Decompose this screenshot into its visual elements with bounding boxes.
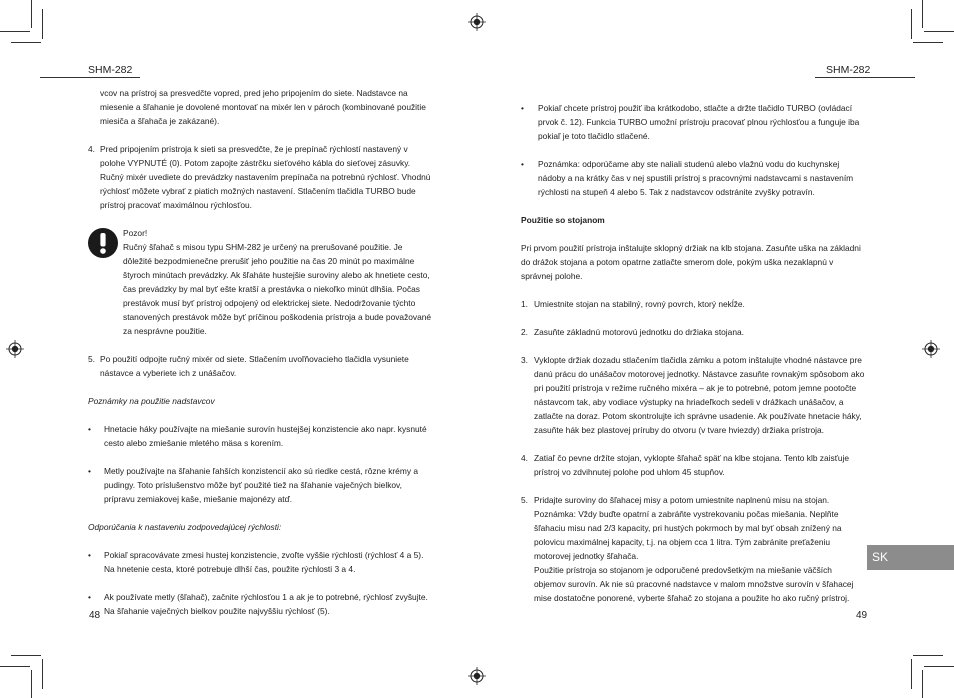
crop-mark <box>31 670 32 698</box>
step-3 <box>521 353 865 437</box>
bullet-text: Ak používate metly (šľahač), začnite rýchlosťou 1 a ak je to potrebné, rýchlosť zvyšujte. Na šľahanie vaječných bielkov použite najvyššiu rýchlosť (5). <box>104 592 428 616</box>
bullet-item <box>521 101 865 143</box>
page-header-left: SHM-282 <box>88 64 133 76</box>
crop-mark <box>924 31 954 32</box>
step-2 <box>521 325 865 339</box>
warning-title: Pozor! <box>123 228 148 238</box>
step-text: Pridajte suroviny do šľahacej misy a potom umiestnite naplnenú misu na stojan. Poznámka: Vždy buďte opatrní a zabráňte vystrekovaniu počas miešania. Neplňte šľahaciu misu nad 2/3 kapacity, pri hustých pokrmoch by mal byť obsah znížený na polovicu maximálnej kapacity, t.j. na objem cca 1 litra. Tým zabránite preťaženiu motorovej jednotky šľahača. <box>534 495 842 561</box>
step-number: 5. <box>521 495 528 505</box>
step-number: 4. <box>88 144 95 154</box>
notes-heading: Poznámky na použitie nadstavcov <box>88 396 215 406</box>
left-column <box>88 86 433 618</box>
right-column <box>521 101 865 605</box>
bullet-icon: • <box>88 424 91 434</box>
page-number-left: 48 <box>89 610 101 621</box>
step-text-continued: Použitie prístroja so stojanom je odporučené predovšetkým na miešanie väčších objemov surovín. Ak nie sú pracovné nadstavce v malom množstve surovín v šľahacej mise dostatočne ponorené, vyberte šľahač zo stojana a použite ho ako ručný prístroj. <box>534 565 854 603</box>
step-text: Po použití odpojte ručný mixér od siete. Stlačením uvoľňovacieho tlačidla vysuniete nástavce a vyberiete ich z unášačov. <box>100 354 409 378</box>
bullet-item <box>88 590 433 618</box>
speed-heading: Odporúčania k nastaveniu zodpovedajúcej rýchlosti: <box>88 522 282 532</box>
warning-exclamation-icon <box>88 228 118 258</box>
crop-mark <box>31 0 32 28</box>
bullet-text: Metly používajte na šľahanie ľahších konzistencií ako sú riedke cestá, rôzne krémy a pudingy. Toto príslušenstvo môže byť použité tiež na šľahanie vaječných bielkov, prípravu zemiakovej kaše, miešanie majonézy atď. <box>104 466 418 504</box>
bullet-text: Pokiaľ chcete prístroj použiť iba krátkodobo, stlačte a držte tlačidlo TURBO (ovládací prvok č. 12). Funkcia TURBO umožní prístroju pracovať plnou rýchlosťou a funguje iba pokiaľ je toto tlačidlo stlačené. <box>538 103 860 141</box>
page-number-right: 49 <box>856 610 868 621</box>
header-rule-left <box>40 77 140 78</box>
bullet-text: Hnetacie háky používajte na miešanie surovín hustejšej konzistencie ako napr. kysnuté cesto alebo zmiešanie mletého mäsa s korením. <box>104 424 427 448</box>
registration-mark-icon <box>6 340 24 358</box>
warning-box <box>88 226 433 338</box>
step-text: Umiestnite stojan na stabilný, rovný povrch, ktorý nekĺže. <box>534 299 745 309</box>
crop-mark <box>11 655 41 656</box>
step-number: 5. <box>88 354 95 364</box>
step-1 <box>521 297 865 311</box>
page-header-right: SHM-282 <box>826 64 871 76</box>
step-5 <box>521 493 865 605</box>
crop-mark <box>911 9 912 39</box>
bullet-icon: • <box>88 550 91 560</box>
crop-mark <box>0 666 30 667</box>
step-text: Pred pripojením prístroja k sieti sa presvedčte, že je prepínač rýchlostí nastavený v polohe VYPNUTÉ (0). Potom zapojte zástrčku sieťového kábla do sieťovej zásuvky. Ručný mixér uvediete do prevádzky nastavením prepínača na potrebnú rýchlosť. Vhodnú rýchlosť môžete vybrať z piatich možných nastavení. Stlačením tlačidla TURBO bude prístroj pracovať maximálnou rýchlosťou. <box>100 144 431 210</box>
step-4 <box>521 451 865 479</box>
bullet-icon: • <box>521 159 524 169</box>
bullet-item <box>88 422 433 450</box>
header-rule-right <box>815 77 915 78</box>
stand-heading: Použitie so stojanom <box>521 215 605 225</box>
crop-mark <box>42 659 43 689</box>
step-text: Zatiaľ čo pevne držíte stojan, vyklopte šľahač späť na klbe stojana. Tento klb zaisťuje prístroj vo zdvihnutej polohe pod uhlom 45 stupňov. <box>534 453 850 477</box>
bullet-text: Pokiaľ spracovávate zmesi hustej konzistencie, zvoľte vyššie rýchlosti (rýchlosť 4 a 5). Na hnetenie cesta, ktoré potrebuje dlhší čas, použite rýchlosti 3 a 4. <box>104 550 424 574</box>
step-text: Zasuňte základnú motorovú jednotku do držiaka stojana. <box>534 327 744 337</box>
crop-mark <box>924 666 954 667</box>
intro-paragraph: vcov na prístroj sa presvedčte vopred, pred jeho pripojením do siete. Nadstavce na miesenie a šľahanie je dovolené montovať na mixér len v pároch (kombinované použitie miesiča a šľahača je zakázané). <box>100 88 426 126</box>
step-number: 3. <box>521 355 528 365</box>
bullet-icon: • <box>88 466 91 476</box>
bullet-item <box>88 548 433 576</box>
language-tab: SK <box>867 545 954 570</box>
crop-mark <box>922 0 923 28</box>
step-number: 1. <box>521 299 528 309</box>
crop-mark <box>0 31 30 32</box>
bullet-text: Poznámka: odporúčame aby ste naliali studenú alebo vlažnú vodu do kuchynskej nádoby a na krátky čas v nej spustili prístroj s pracovnými nadstavcami s nastavením rýchlosti na stupeň 4 alebo 5. Tak z nadstavcov odstránite zvyšky potravín. <box>538 159 854 197</box>
bullet-item <box>521 157 865 199</box>
step-number: 4. <box>521 453 528 463</box>
crop-mark <box>911 659 912 689</box>
step-text: Vyklopte držiak dozadu stlačením tlačidla zámku a potom inštalujte vhodné nástavce pre danú prácu do unášačov motorovej jednotky. Nástavce zasuňte rovnakým spôsobom ako pri použití prístroja v režime ručného mixéra – ak je to potrebné, potom jemne pootočte nástavcom tak, aby vodiace výstupky na hriadeľkoch sedeli v drážkach unášačov, a zatlačte na doraz. Potom skontrolujte ich správne usadenie. Ak používate hnetacie háky, zasuňte hák bez plastovej príruby do otvoru (v tvare hviezdy) držiaka prístroja. <box>534 355 865 435</box>
step-5 <box>88 352 433 380</box>
crop-mark <box>11 42 41 43</box>
stand-intro: Pri prvom použití prístroja inštalujte sklopný držiak na klb stojana. Zasuňte uška na základni do drážok stojana a potom opatrne zatlačte smerom dole, pokým uška nezaklapnú v správnej polohe. <box>521 243 861 281</box>
crop-mark <box>913 42 943 43</box>
step-number: 2. <box>521 327 528 337</box>
crop-mark <box>913 655 943 656</box>
warning-text: Ručný šľahač s misou typu SHM-282 je určený na prerušované použitie. Je dôležité bezpodmienečne prerušiť jeho použitie na čas 20 minút po maximálne štyroch minútach prevádzky. Ak šľaháte hustejšie suroviny alebo ak hnetiete cesto, čas prevádzky by mal byť ešte kratší a prestávka o niekoľko minút dlhšia. Počas prestávok musí byť prístroj odpojený od elektrickej siete. Nedodržovanie týchto stanovených prestávok môže byť príčinou poškodenia prístroja a bude považované za nesprávne použitie. <box>123 242 432 336</box>
bullet-icon: • <box>521 103 524 113</box>
bullet-icon: • <box>88 592 91 602</box>
registration-mark-icon <box>922 340 940 358</box>
registration-mark-icon <box>468 13 486 31</box>
crop-mark <box>922 670 923 698</box>
bullet-item <box>88 464 433 506</box>
step-4 <box>88 142 433 212</box>
registration-mark-icon <box>468 667 486 685</box>
crop-mark <box>42 9 43 39</box>
